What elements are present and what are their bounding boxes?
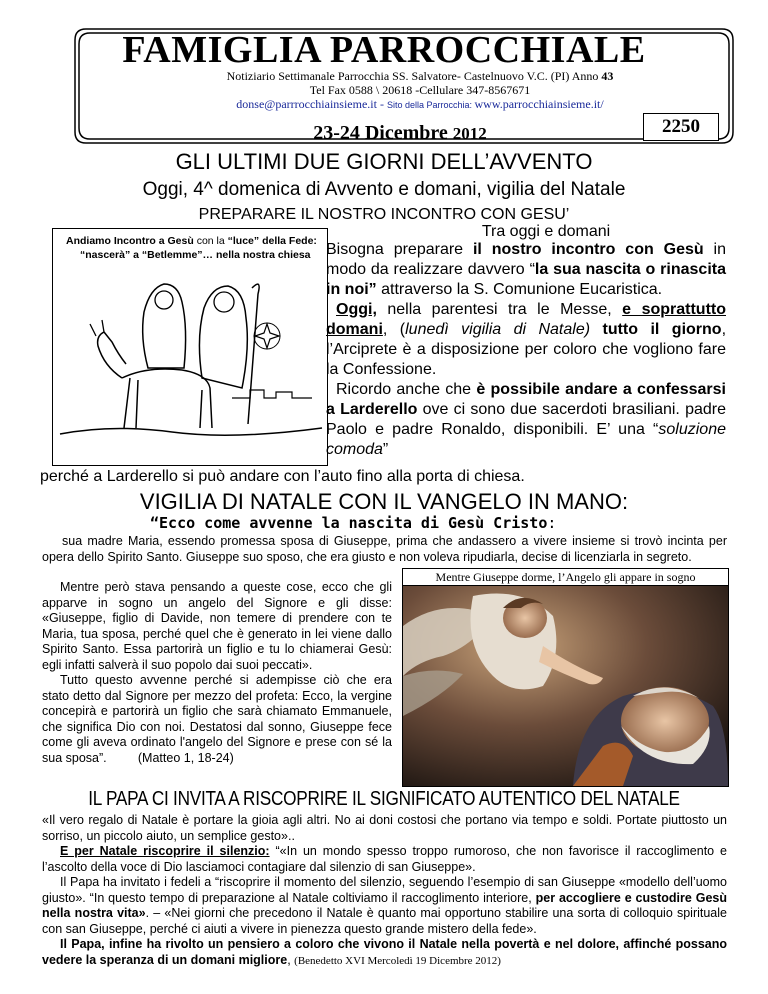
gospel-heading: VIGILIA DI NATALE CON IL VANGELO IN MANO: (139, 489, 629, 514)
painting-joseph-dream (402, 585, 729, 787)
papa-paragraph: Il Papa ha invitato i fedeli a “riscoprire il momento del silenzio, seguendo l’esempio di san Giuseppe «modello dell’uomo giusto». “In questo tempo di preparazione al Natale coltiviamo il raccoglimento interiore, per accogliere e custodire Gesù nella nostra vita». – «Nei giorni che precedono il Natale è quanto mai opportuno stabilire una sorta di colloquio spirituale con san Giuseppe, perché ci aiuti a vivere in pienezza questo grande mistero della fede». (42, 875, 727, 936)
masthead-contacts (140, 97, 700, 112)
gospel-reference: (Matteo 1, 18-24) (137, 750, 234, 765)
issue-number: 2250 (643, 113, 719, 141)
email-link[interactable]: donse@parrrocchiainsieme.it - (236, 97, 387, 111)
article-paragraph: Bisogna preparare il nostro incontro con Gesù in modo da realizzare davvero “la sua nascita o rinascita in noi” attraverso la S. Comunione Eucaristica. (326, 241, 726, 298)
article-paragraph: Oggi, nella parentesi tra le Messe, e soprattutto domani, (lunedì vigilia di Natale) tutto il giorno, l’Arciprete è a disposizione per coloro che vogliono fare la Confessione. (326, 301, 727, 378)
papa-source: (Benedetto XVI Mercoledì 19 Dicembre 2012) (294, 954, 501, 967)
date-text: 23-24 Dicembre (313, 122, 453, 144)
illustration-caption-line2: “nascerà” a “Betlemme”… nella nostra chiesa (80, 249, 311, 261)
painting-caption: Mentre Giuseppe dorme, l’Angelo gli appare in sogno (402, 568, 729, 586)
issue-date (240, 122, 560, 145)
papa-paragraph: E per Natale riscoprire il silenzio: “«In un mondo spesso troppo rumoroso, che non favorisce il raccoglimento e l’ascolto della voce di Dio lasciamoci contagiare dal silenzio di san Giuseppe». (42, 844, 727, 874)
gospel-body (42, 580, 392, 766)
papa-paragraph: «Il vero regalo di Natale è portare la gioia agli altri. No ai doni costosi che portano via tempo e soldi. Portate piuttosto un sorriso, un piccolo aiuto, un semplice gesto».. (42, 813, 727, 843)
gospel-intro: sua madre Maria, essendo promessa sposa di Giuseppe, prima che andassero a vivere insieme si trovò incinta per opera dello Spirito Santo. Giuseppe suo sposo, che era giusto e non voleva ripudiarla, decise di licenziarla in segreto. (42, 534, 727, 564)
papa-body (42, 813, 727, 969)
gospel-paragraph: Mentre però stava pensando a queste cose, ecco che gli apparve in sogno un angelo del Signore e gli disse: «Giuseppe, figlio di Davide, non temere di prendere con te Maria, tua sposa, perché quel che è generato in lei viene dallo Spirito Santo. Essa partorirà un figlio e tu lo chiamerai Gesù: egli infatti salverà il suo popolo dai suoi peccati». (42, 580, 392, 672)
site-label: Sito della Parrocchia: (386, 100, 475, 110)
article-subheading-2: PREPARARE IL NOSTRO INCONTRO CON GESU’ (198, 206, 570, 223)
gospel-paragraph: Tutto questo avvenne perché si adempisse ciò che era stato detto dal Signore per mezzo del profeta: Ecco, la vergine concepirà e partorirà un figlio che sarà chiamato Emmanuele, che significa Dio con noi. Destatosi dal sonno, Giuseppe fece come gli aveva ordinato l'angelo del Signore e prese con sé la sua sposa”. (Matteo 1, 18-24) (42, 673, 392, 765)
papa-paragraph: Il Papa, infine ha rivolto un pensiero a coloro che vivono il Natale nella povertà e nel dolore, affinché possano vedere la speranza di un domani migliore, (Benedetto XVI Mercoledì 19 Dicembre 2012) (42, 937, 727, 967)
masthead-subtitle (140, 69, 700, 83)
date-year: 2012 (452, 124, 487, 143)
article-subheading: Oggi, 4^ domenica di Avvento e domani, vigilia del Natale (142, 179, 626, 200)
article-tail: perché a Larderello si può andare con l’auto fino alla porta di chiesa. (40, 468, 525, 485)
masthead-phone: Tel Fax 0588 \ 20618 -Cellulare 347-8567671 (309, 83, 531, 97)
illustration-caption-line1: Andiamo Incontro a Gesù con la “luce” della Fede: (66, 235, 317, 247)
article-paragraph: Ricordo anche che è possibile andare a confessarsi a Larderello ove ci sono due sacerdoti brasiliani. padre Paolo e padre Ronaldo, disponibili. E’ una “soluzione comoda” (326, 381, 726, 458)
papa-heading: IL PAPA CI INVITA A RISCOPRIRE IL SIGNIFICATO AUTENTICO DEL NATALE (88, 788, 680, 810)
gospel-quote-title: “Ecco come avvenne la nascita di Gesù Cristo: (150, 514, 557, 532)
article-lead: Tra oggi e domani (481, 223, 611, 240)
year-number: 43 (601, 69, 614, 83)
subtitle-text: Notiziario Settimanale Parrocchia SS. Salvatore- Castelnuovo V.C. (PI) Anno (226, 69, 602, 83)
article-heading: GLI ULTIMI DUE GIORNI DELL’AVVENTO (175, 149, 593, 174)
site-link[interactable]: www.parrocchiainsieme.it/ (474, 97, 604, 111)
article-body (326, 240, 726, 460)
nativity-illustration (52, 228, 328, 466)
masthead-title: FAMIGLIA PARROCCHIALE (122, 29, 646, 71)
